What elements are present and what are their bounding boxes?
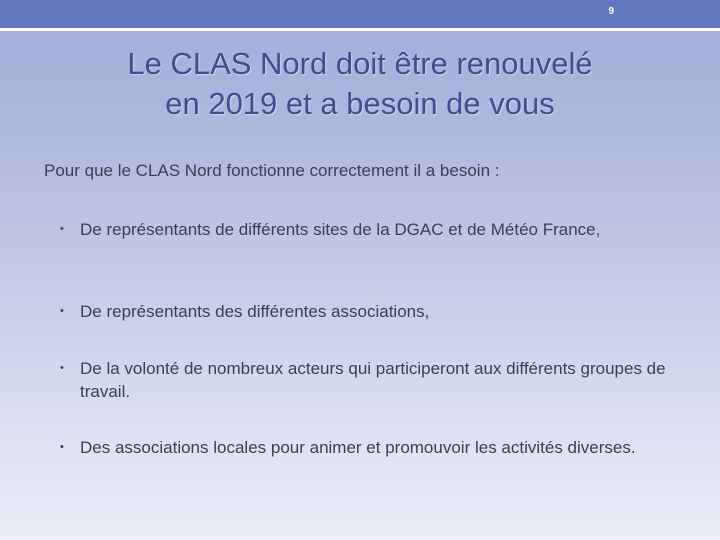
bullet-marker: • xyxy=(60,305,64,317)
bullet-text: Des associations locales pour animer et promouvoir les activités diverses. xyxy=(80,438,636,457)
slide-title-line-1: Le CLAS Nord doit être renouvelé xyxy=(127,46,593,81)
slide-title xyxy=(0,44,720,124)
bullet-text: De représentants de différents sites de la DGAC et de Météo France, xyxy=(80,220,601,239)
bullet-marker: • xyxy=(60,223,64,235)
bullet-item xyxy=(60,218,680,278)
intro-text: Pour que le CLAS Nord fonctionne correctement il a besoin : xyxy=(44,161,500,180)
bullet-item xyxy=(60,436,680,496)
bullet-marker: • xyxy=(60,362,64,374)
bullet-list xyxy=(60,218,680,496)
bullet-text: De la volonté de nombreux acteurs qui participeront aux différents groupes de travail. xyxy=(80,359,666,401)
bullet-item xyxy=(60,300,680,330)
bullet-item xyxy=(60,357,680,417)
page-number: 9 xyxy=(608,6,614,17)
slide-title-line-2: en 2019 et a besoin de vous xyxy=(165,86,555,121)
bullet-text: De représentants des différentes associations, xyxy=(80,302,430,321)
top-bar xyxy=(0,0,720,31)
bullet-marker: • xyxy=(60,441,64,453)
